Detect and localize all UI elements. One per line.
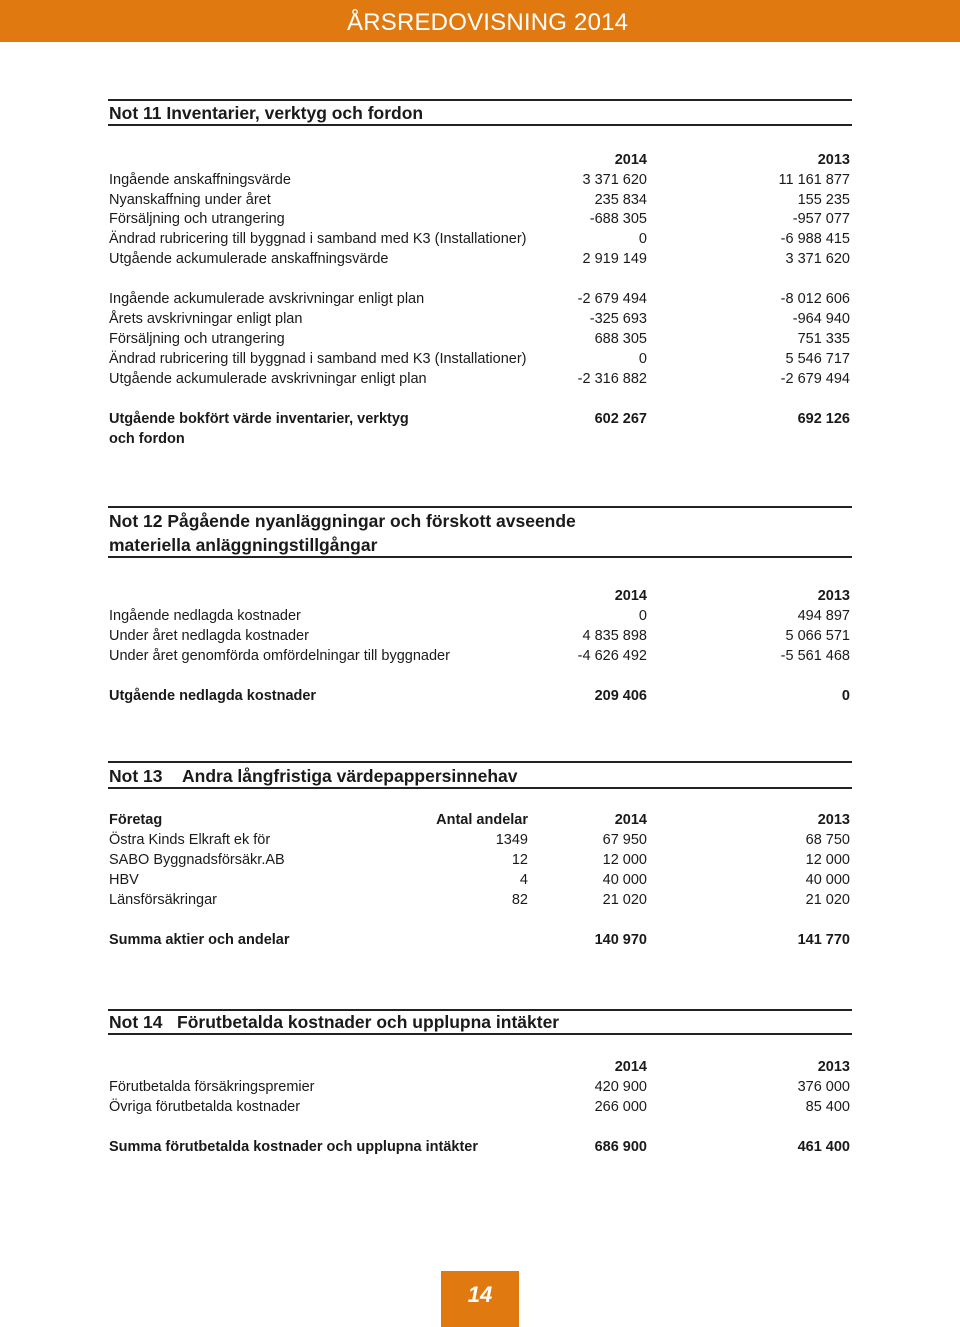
company-name: SABO Byggnadsförsäkr.AB	[109, 852, 285, 868]
value-2013: 5 546 717	[785, 351, 850, 367]
value-2013: -957 077	[792, 211, 850, 227]
value-2013: 5 066 571	[785, 628, 850, 644]
value-2013: -2 679 494	[780, 371, 850, 387]
page-number-box	[441, 1271, 519, 1327]
value-2014: 235 834	[594, 192, 647, 208]
value-2013: 12 000	[805, 852, 850, 868]
value-2013: 21 020	[805, 892, 850, 908]
year-header-2014: 2014	[614, 1059, 647, 1075]
value-2014: 0	[638, 231, 647, 247]
share-count: 4	[519, 872, 528, 888]
value-2014: 266 000	[594, 1099, 647, 1115]
value-2014: 2 919 149	[582, 251, 647, 267]
value-2014: 21 020	[602, 892, 647, 908]
value-2014: 12 000	[602, 852, 647, 868]
note-12-title: Not 12 Pågående nyanläggningar och förskott avseende	[109, 511, 576, 531]
value-2014: 40 000	[602, 872, 647, 888]
value-2013: 85 400	[805, 1099, 850, 1115]
value-2014: 0	[638, 608, 647, 624]
row-label: Under året nedlagda kostnader	[109, 628, 309, 644]
value-2013: -964 940	[792, 311, 850, 327]
total-2014: 140 970	[594, 932, 647, 948]
header-bar	[0, 0, 960, 42]
year-header-2013: 2013	[817, 588, 850, 604]
divider	[108, 556, 852, 558]
note-13-number: Not 13	[109, 766, 163, 786]
value-2013: 3 371 620	[785, 251, 850, 267]
total-2013: 141 770	[797, 932, 850, 948]
value-2013: 40 000	[805, 872, 850, 888]
row-label: Utgående ackumulerade anskaffningsvärde	[109, 251, 389, 267]
row-label: Årets avskrivningar enligt plan	[109, 311, 303, 327]
row-label: Förutbetalda försäkringspremier	[109, 1079, 315, 1095]
divider	[108, 124, 852, 126]
value-2014: 0	[638, 351, 647, 367]
value-2013: -5 561 468	[780, 648, 850, 664]
column-header-shares: Antal andelar	[436, 812, 528, 828]
year-header-2013: 2013	[817, 1059, 850, 1075]
column-header-company: Företag	[109, 812, 163, 828]
total-2013: 461 400	[797, 1139, 850, 1155]
year-header-2013: 2013	[817, 152, 850, 168]
value-2013: 68 750	[805, 832, 850, 848]
value-2014: 688 305	[594, 331, 647, 347]
year-header-2014: 2014	[614, 588, 647, 604]
total-2014: 209 406	[594, 688, 647, 704]
company-name: Länsförsäkringar	[109, 892, 217, 908]
row-label: Ingående nedlagda kostnader	[109, 608, 301, 624]
divider	[108, 761, 852, 763]
row-label: Ingående ackumulerade avskrivningar enligt plan	[109, 291, 425, 307]
note-11-title: Not 11 Inventarier, verktyg och fordon	[109, 103, 424, 123]
total-2014: 686 900	[594, 1139, 647, 1155]
total-label: Utgående bokfört värde inventarier, verktyg	[109, 411, 409, 427]
divider	[108, 99, 852, 101]
divider	[108, 1033, 852, 1035]
value-2014: -2 316 882	[577, 371, 647, 387]
note-13-title: Andra långfristiga värdepappersinnehav	[182, 766, 518, 786]
total-label-cont: och fordon	[109, 431, 185, 447]
value-2014: -4 626 492	[577, 648, 647, 664]
year-header-2013: 2013	[817, 812, 850, 828]
share-count: 1349	[495, 832, 528, 848]
page-number: 14	[467, 1282, 493, 1307]
row-label: Ändrad rubricering till byggnad i samband med K3 (Installationer)	[109, 351, 527, 367]
note-14-title: Förutbetalda kostnader och upplupna intäkter	[177, 1012, 560, 1032]
value-2013: 11 161 877	[778, 172, 850, 188]
row-label: Under året genomförda omfördelningar till byggnader	[109, 648, 450, 664]
total-2013: 0	[841, 688, 850, 704]
value-2014: 420 900	[594, 1079, 647, 1095]
row-label: Övriga förutbetalda kostnader	[109, 1099, 301, 1115]
row-label: Nyanskaffning under året	[109, 192, 271, 208]
value-2014: 3 371 620	[582, 172, 647, 188]
value-2014: 67 950	[602, 832, 647, 848]
value-2014: -325 693	[589, 311, 647, 327]
company-name: HBV	[109, 872, 139, 888]
row-label: Ingående anskaffningsvärde	[109, 172, 291, 188]
note-14-number: Not 14	[109, 1012, 163, 1032]
report-title: ÅRSREDOVISNING 2014	[347, 9, 629, 36]
value-2013: -6 988 415	[780, 231, 850, 247]
share-count: 12	[511, 852, 528, 868]
total-label: Summa förutbetalda kostnader och upplupna intäkter	[109, 1139, 478, 1155]
row-label: Utgående ackumulerade avskrivningar enligt plan	[109, 371, 427, 387]
value-2014: -688 305	[589, 211, 647, 227]
share-count: 82	[511, 892, 528, 908]
total-label: Summa aktier och andelar	[109, 932, 290, 948]
value-2013: 751 335	[797, 331, 850, 347]
value-2013: 376 000	[797, 1079, 850, 1095]
total-2013: 692 126	[797, 411, 850, 427]
value-2013: 155 235	[797, 192, 850, 208]
year-header-2014: 2014	[614, 812, 647, 828]
value-2014: 4 835 898	[582, 628, 647, 644]
year-header-2014: 2014	[614, 152, 647, 168]
company-name: Östra Kinds Elkraft ek för	[109, 832, 271, 848]
row-label: Försäljning och utrangering	[109, 331, 285, 347]
row-label: Ändrad rubricering till byggnad i samband med K3 (Installationer)	[109, 231, 527, 247]
divider	[108, 787, 852, 789]
note-12-title-cont: materiella anläggningstillgångar	[109, 535, 378, 555]
value-2013: 494 897	[797, 608, 850, 624]
value-2013: -8 012 606	[780, 291, 850, 307]
total-2014: 602 267	[594, 411, 647, 427]
total-label: Utgående nedlagda kostnader	[109, 688, 317, 704]
row-label: Försäljning och utrangering	[109, 211, 285, 227]
value-2014: -2 679 494	[577, 291, 647, 307]
divider	[108, 506, 852, 508]
